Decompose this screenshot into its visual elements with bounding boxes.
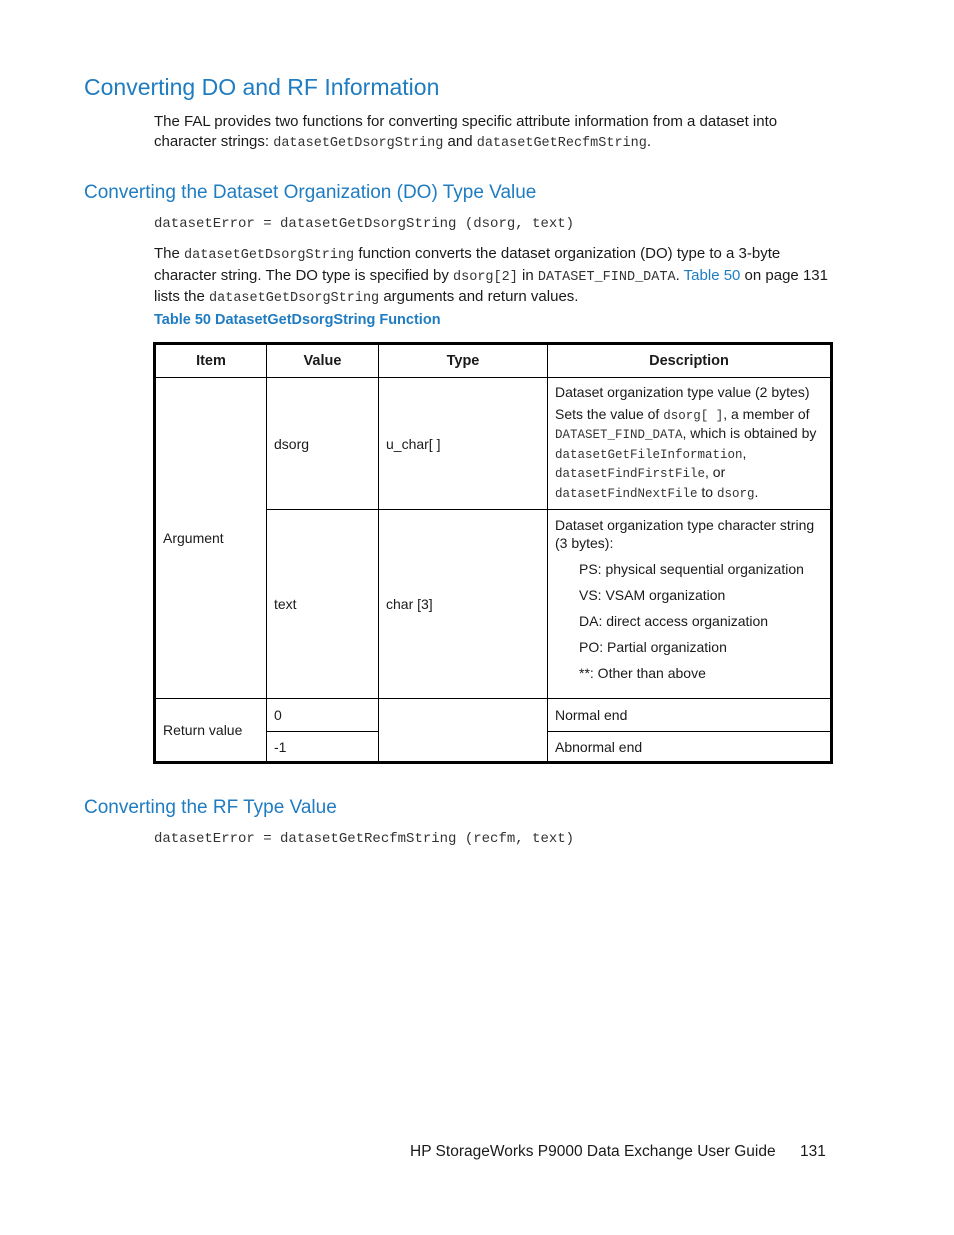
dsorg-description [548,378,832,510]
do-desc-text: function converts the dataset organization (DO) type to a 3-byte character string. The DO type is specified by [154,245,781,284]
text-description [548,510,832,699]
dsorg-code-list [555,560,823,682]
dsorg-desc-detail [555,406,823,504]
do-section-heading: Converting the Dataset Organization (DO) Type Value [84,182,537,203]
return-value-label: Return value [155,699,267,763]
desc-text: , or [705,464,726,480]
do-desc-text: arguments and return values. [379,288,579,305]
return-desc-1: Abnormal end [548,732,832,763]
table-50-link[interactable]: Table 50 [683,266,741,284]
dsorg-desc-title: Dataset organization type value (2 bytes) [555,384,810,400]
desc-text: , a member of [723,405,810,422]
list-item: DA: direct access organization [579,613,769,629]
do-desc-text: on page 131 lists the [154,266,828,305]
dsorg-value: dsorg [267,378,379,510]
text-value: text [267,510,379,699]
return-value-1: -1 [267,732,379,763]
rf-section-heading: Converting the RF Type Value [84,797,337,818]
desc-text: . [754,483,759,500]
do-desc-code: DATASET_FIND_DATA [537,269,676,285]
do-code-sample: datasetError = datasetGetDsorgString (dsorg, text) [154,216,575,232]
table-caption: Table 50 DatasetGetDsorgString Function [154,312,441,328]
do-description [154,244,834,309]
header-description: Description [548,344,832,378]
footer-page-number: 131 [800,1143,826,1160]
list-item: PO: Partial organization [579,639,727,655]
list-item: **: Other than above [579,665,706,681]
desc-code: datasetGetFileInformation [555,447,743,462]
desc-code: dsorg [717,486,755,501]
text-desc-title: Dataset organization type character string (3 bytes): [555,517,815,551]
do-desc-text: The [154,245,185,262]
do-desc-text: in [517,266,538,284]
desc-text: to [697,483,717,500]
footer-title: HP StorageWorks P9000 Data Exchange User Guide [410,1143,776,1160]
header-item: Item [155,344,267,378]
table-header-row [155,344,832,378]
intro-paragraph [154,112,834,153]
desc-text: , which is obtained by [682,425,817,441]
header-type: Type [379,344,548,378]
dsorg-type: u_char[ ] [379,378,548,510]
table-row [155,699,832,732]
intro-func-1: datasetGetDsorgString [273,135,444,151]
return-type-empty [379,699,548,763]
intro-func-2: datasetGetRecfmString [476,135,647,151]
table-row [155,378,832,510]
return-desc-0: Normal end [548,699,832,732]
return-value-0: 0 [267,699,379,732]
list-item: VS: VSAM organization [579,587,726,603]
desc-text: , [742,444,747,461]
do-desc-code: datasetGetDsorgString [184,248,355,263]
desc-code: dsorg[ ] [663,408,724,423]
argument-label: Argument [155,378,267,699]
rf-code-sample: datasetError = datasetGetRecfmString (recfm, text) [154,831,575,847]
text-type: char [3] [379,510,548,699]
intro-end: . [646,132,652,150]
desc-code: datasetFindFirstFile [555,467,706,481]
intro-text: The FAL provides two functions for converting specific attribute information from a dataset into character strings: [154,113,778,150]
intro-and: and [443,132,477,150]
desc-text: Sets the value of [555,405,664,422]
do-desc-code: datasetGetDsorgString [209,291,380,306]
do-desc-code: dsorg[2] [453,269,518,285]
list-item: PS: physical sequential organization [579,561,804,577]
do-desc-text: . [675,266,684,284]
header-value: Value [267,344,379,378]
dsorg-function-table [153,342,833,764]
page-title: Converting DO and RF Information [84,74,440,100]
desc-code: datasetFindNextFile [555,486,698,501]
desc-code: DATASET_FIND_DATA [555,428,683,442]
